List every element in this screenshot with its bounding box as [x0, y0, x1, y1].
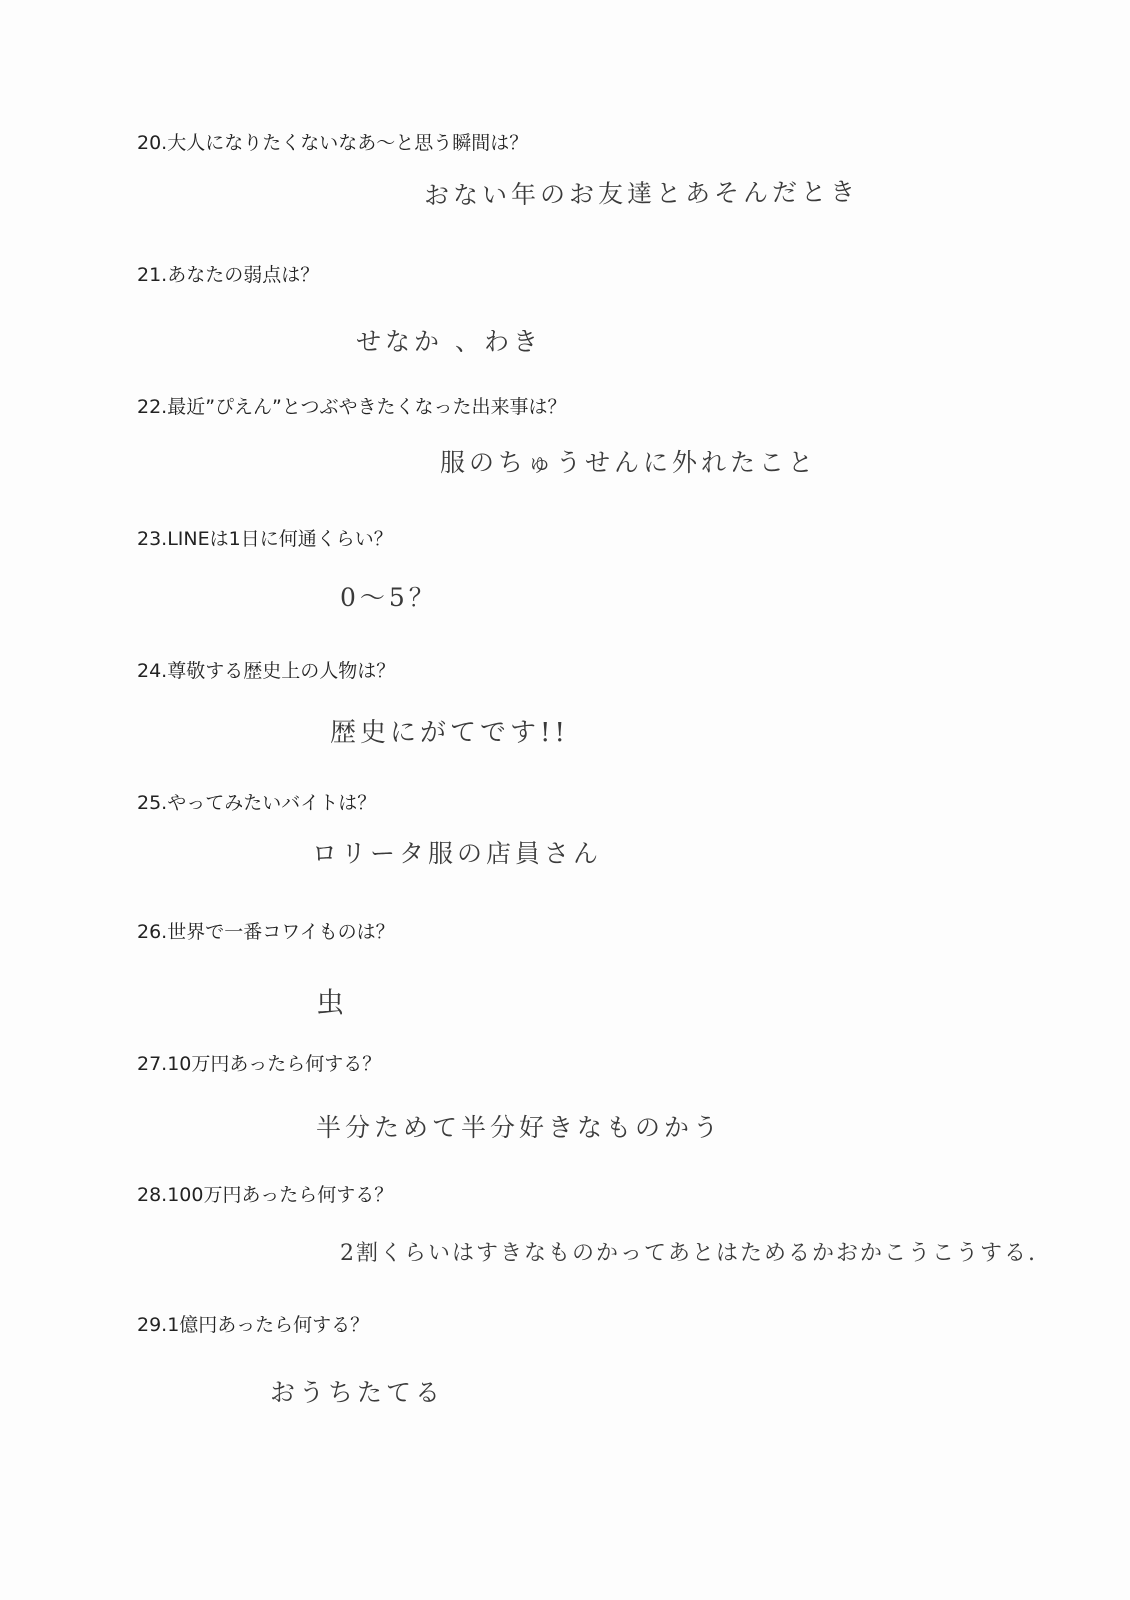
question-text: 23.LINEは1日に何通くらい？: [137, 528, 393, 550]
handwritten-answer: せなか 、わき: [356, 327, 542, 356]
handwritten-answer: おうちたてる: [270, 1378, 445, 1407]
question-text: 25.やってみたいバイトは？: [137, 792, 377, 814]
question-text: 20.大人になりたくないなあ〜と思う瞬間は？: [137, 132, 529, 154]
question-text: 21.あなたの弱点は？: [137, 264, 320, 286]
question-text: 24.尊敬する歴史上の人物は？: [137, 660, 396, 682]
question-text: 27.10万円あったら何する？: [137, 1053, 382, 1075]
handwritten-answer: 虫: [316, 986, 349, 1019]
handwritten-answer: 半分ためて半分好きなものかう: [316, 1113, 723, 1142]
question-text: 22.最近”ぴえん”とつぶやきたくなった出来事は？: [137, 396, 567, 418]
handwritten-answer: 服のちゅうせんに外れたこと: [440, 448, 818, 477]
question-text: 26.世界で一番コワイものは？: [137, 921, 395, 943]
handwritten-answer: 0〜5？: [340, 583, 438, 612]
question-text: 29.1億円あったら何する？: [137, 1314, 370, 1336]
handwritten-answer: ロリータ服の店員さん: [312, 839, 603, 868]
handwritten-answer: おない年のお友達とあそんだとき: [423, 177, 860, 210]
handwritten-answer: 歴史にがてです!!: [330, 718, 569, 748]
handwritten-answer: 2割くらいはすきなものかってあとはためるかおかこうこうする.: [340, 1241, 1037, 1266]
question-text: 28.100万円あったら何する？: [137, 1184, 394, 1206]
